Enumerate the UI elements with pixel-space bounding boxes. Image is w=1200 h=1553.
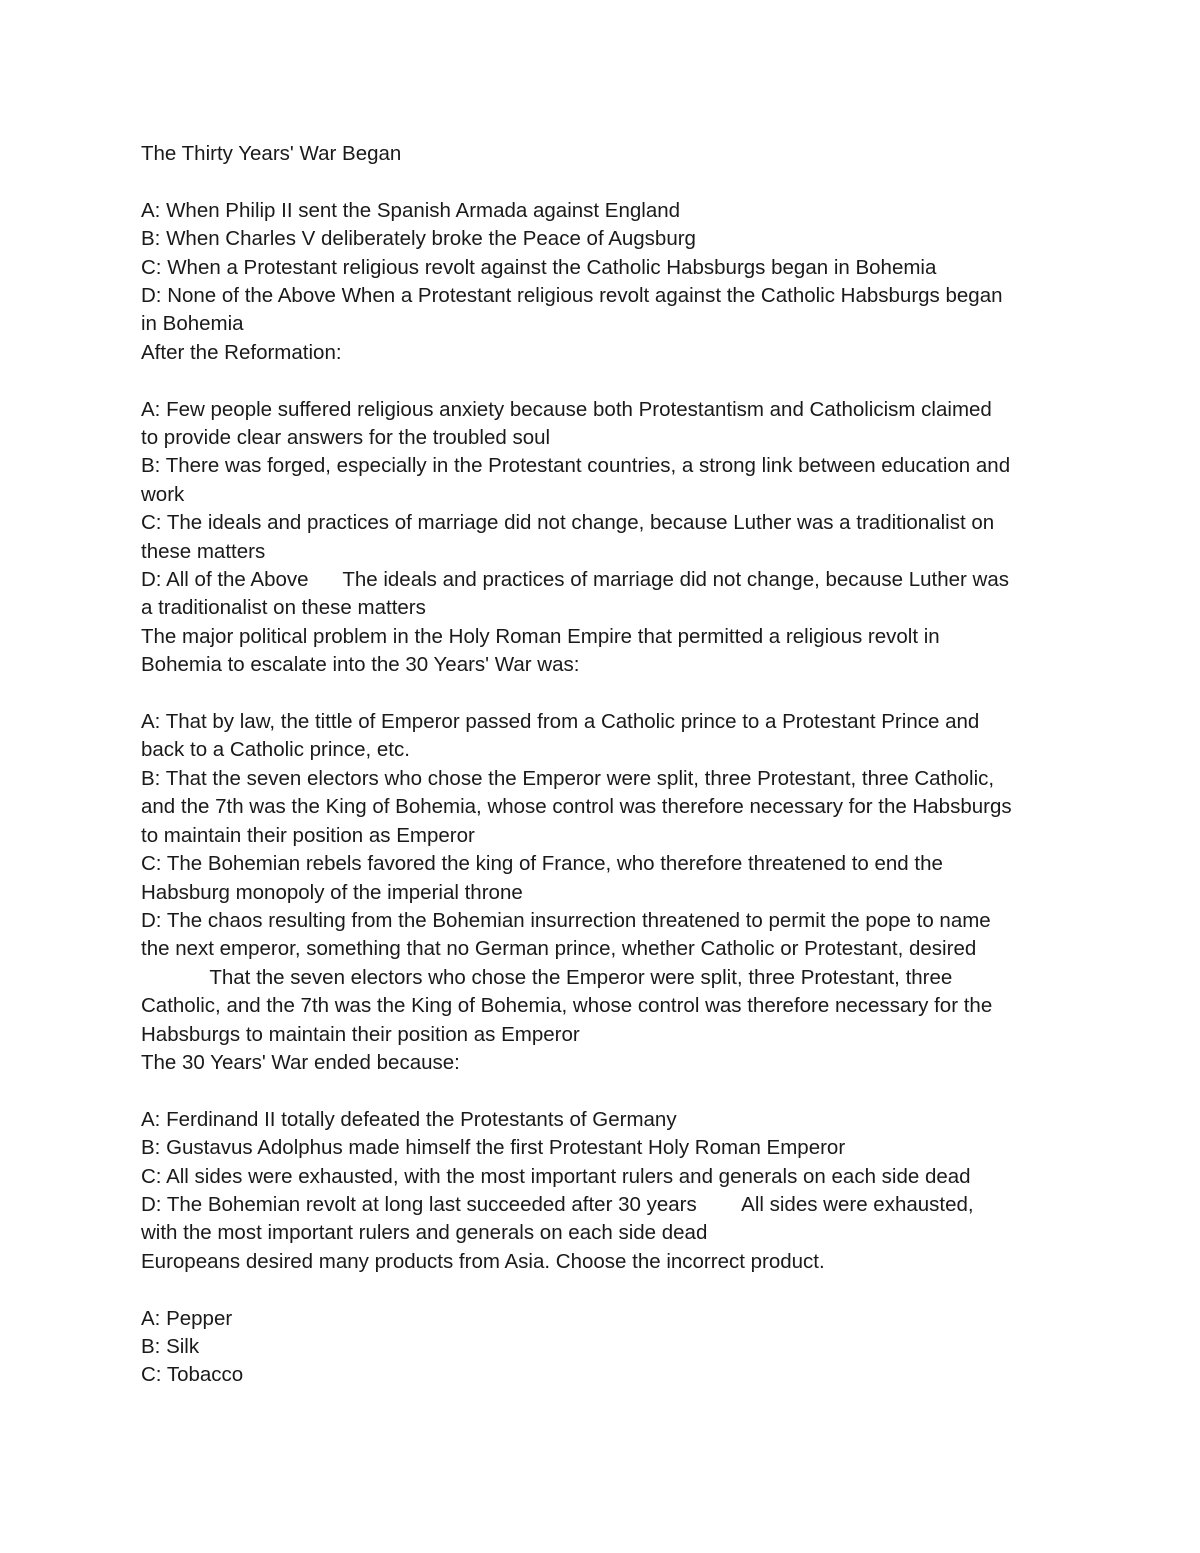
text-line: A: Few people suffered religious anxiety because both Protestantism and Catholicism claimed	[141, 397, 992, 421]
text-line: A: Pepper	[141, 1306, 233, 1330]
text-line: A: Ferdinand II totally defeated the Protestants of Germany	[141, 1107, 677, 1131]
text-line: to provide clear answers for the troubled soul	[141, 426, 551, 450]
text-line: and the 7th was the King of Bohemia, whose control was therefore necessary for the Habsburgs	[141, 795, 1012, 819]
text-line: C: The ideals and practices of marriage did not change, because Luther was a traditionalist on	[141, 511, 995, 535]
text-line: That the seven electors who chose the Emperor were split, three Protestant, three	[141, 965, 953, 989]
text-line: B: When Charles V deliberately broke the Peace of Augsburg	[141, 227, 696, 251]
text-line: these matters	[141, 539, 266, 563]
text-line: A: When Philip II sent the Spanish Armada against England	[141, 198, 681, 222]
text-line: C: All sides were exhausted, with the most important rulers and generals on each side dead	[141, 1164, 971, 1188]
text-line: Europeans desired many products from Asia. Choose the incorrect product.	[141, 1249, 825, 1273]
text-line: The major political problem in the Holy Roman Empire that permitted a religious revolt in	[141, 624, 940, 648]
text-line: B: There was forged, especially in the Protestant countries, a strong link between education and	[141, 454, 1011, 478]
text-line: D: None of the Above When a Protestant religious revolt against the Catholic Habsburgs began	[141, 284, 1003, 308]
document-body	[141, 140, 1071, 1390]
text-line: the next emperor, something that no German prince, whether Catholic or Protestant, desired	[141, 937, 977, 961]
text-line: Habsburgs to maintain their position as Emperor	[141, 1022, 580, 1046]
text-line: to maintain their position as Emperor	[141, 823, 475, 847]
text-line: C: Tobacco	[141, 1363, 244, 1387]
text-line: After the Reformation:	[141, 340, 342, 364]
text-line: C: When a Protestant religious revolt against the Catholic Habsburgs began in Bohemia	[141, 255, 937, 279]
text-line: A: That by law, the tittle of Emperor passed from a Catholic prince to a Protestant Prince and	[141, 710, 980, 734]
text-line: B: Silk	[141, 1334, 200, 1358]
blank-line	[141, 680, 1071, 708]
text-line: in Bohemia	[141, 312, 244, 336]
text-line: Habsburg monopoly of the imperial throne	[141, 880, 523, 904]
text-line: back to a Catholic prince, etc.	[141, 738, 410, 762]
text-line: C: The Bohemian rebels favored the king of France, who therefore threatened to end the	[141, 852, 943, 876]
text-line: Bohemia to escalate into the 30 Years' War was:	[141, 653, 580, 677]
blank-line	[141, 1077, 1071, 1105]
blank-line	[141, 1276, 1071, 1304]
blank-line	[141, 367, 1071, 395]
text-line: B: That the seven electors who chose the Emperor were split, three Protestant, three Catholic,	[141, 766, 995, 790]
text-line: D: The Bohemian revolt at long last succeeded after 30 years All sides were exhausted,	[141, 1192, 974, 1216]
blank-line	[141, 168, 1071, 196]
text-line: The Thirty Years' War Began	[141, 142, 402, 165]
text-line: The 30 Years' War ended because:	[141, 1050, 460, 1074]
text-line: B: Gustavus Adolphus made himself the first Protestant Holy Roman Emperor	[141, 1136, 846, 1160]
text-line: a traditionalist on these matters	[141, 596, 426, 620]
text-line: D: The chaos resulting from the Bohemian insurrection threatened to permit the pope to name	[141, 908, 991, 932]
text-line: with the most important rulers and generals on each side dead	[141, 1221, 708, 1245]
text-line: Catholic, and the 7th was the King of Bohemia, whose control was therefore necessary for the	[141, 994, 993, 1018]
text-line: D: All of the Above The ideals and practices of marriage did not change, because Luther was	[141, 568, 1009, 592]
text-line: work	[141, 482, 185, 506]
